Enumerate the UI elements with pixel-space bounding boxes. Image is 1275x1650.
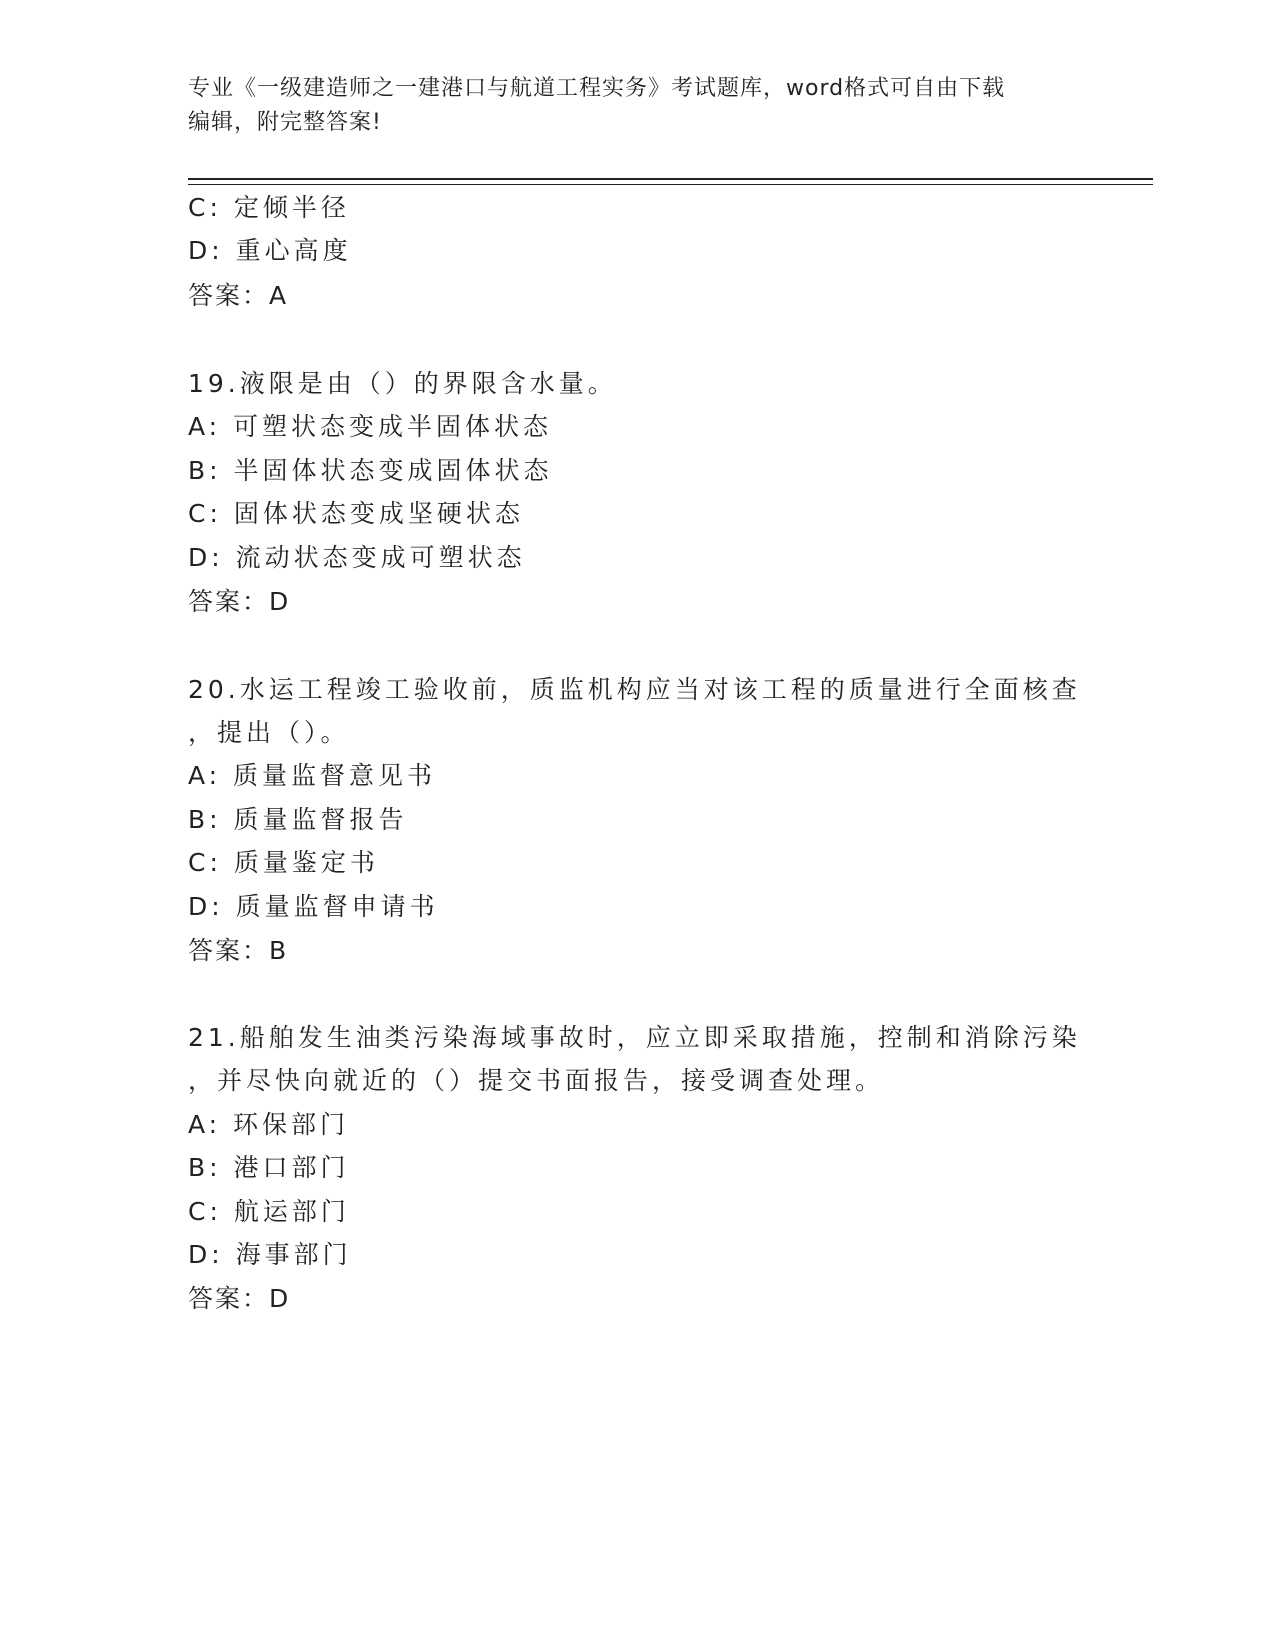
q19-stem: 19.液限是由（）的界限含水量。 <box>188 369 617 398</box>
q20-option-b: B: 质量监督报告 <box>188 805 408 834</box>
q20-option-c: C: 质量鉴定书 <box>188 848 379 877</box>
q21-option-b: B: 港口部门 <box>188 1153 350 1182</box>
q20-stem-line-2: ，提出（）。 <box>188 718 350 747</box>
header-line-2: 编辑，附完整答案! <box>188 110 382 135</box>
q19-option-c: C: 固体状态变成坚硬状态 <box>188 499 524 528</box>
q20-stem-line-1: 20.水运工程竣工验收前，质监机构应当对该工程的质量进行全面核查 <box>188 675 1081 704</box>
q19-option-a: A: 可塑状态变成半固体状态 <box>188 412 553 441</box>
q18-answer: 答案：A <box>188 281 289 310</box>
q18-option-d: D: 重心高度 <box>188 236 352 265</box>
q19-option-b: B: 半固体状态变成固体状态 <box>188 456 553 485</box>
q21-option-d: D: 海事部门 <box>188 1240 352 1269</box>
q21-option-c: C: 航运部门 <box>188 1197 350 1226</box>
q20-option-a: A: 质量监督意见书 <box>188 761 437 790</box>
q19-option-d: D: 流动状态变成可塑状态 <box>188 543 526 572</box>
q21-stem-line-2: ，并尽快向就近的（）提交书面报告，接受调查处理。 <box>188 1066 885 1095</box>
q20-answer: 答案：B <box>188 936 289 965</box>
header-divider-thin <box>188 184 1153 185</box>
header-divider-thick <box>188 178 1153 180</box>
q21-stem-line-1: 21.船舶发生油类污染海域事故时，应立即采取措施，控制和消除污染 <box>188 1023 1081 1052</box>
q19-answer: 答案：D <box>188 587 291 616</box>
header-line-1: 专业《一级建造师之一建港口与航道工程实务》考试题库，word格式可自由下载 <box>188 76 1006 101</box>
q18-option-c: C: 定倾半径 <box>188 193 350 222</box>
document-header <box>188 72 1088 140</box>
q21-option-a: A: 环保部门 <box>188 1110 350 1139</box>
q21-answer: 答案：D <box>188 1284 291 1313</box>
q20-option-d: D: 质量监督申请书 <box>188 892 439 921</box>
